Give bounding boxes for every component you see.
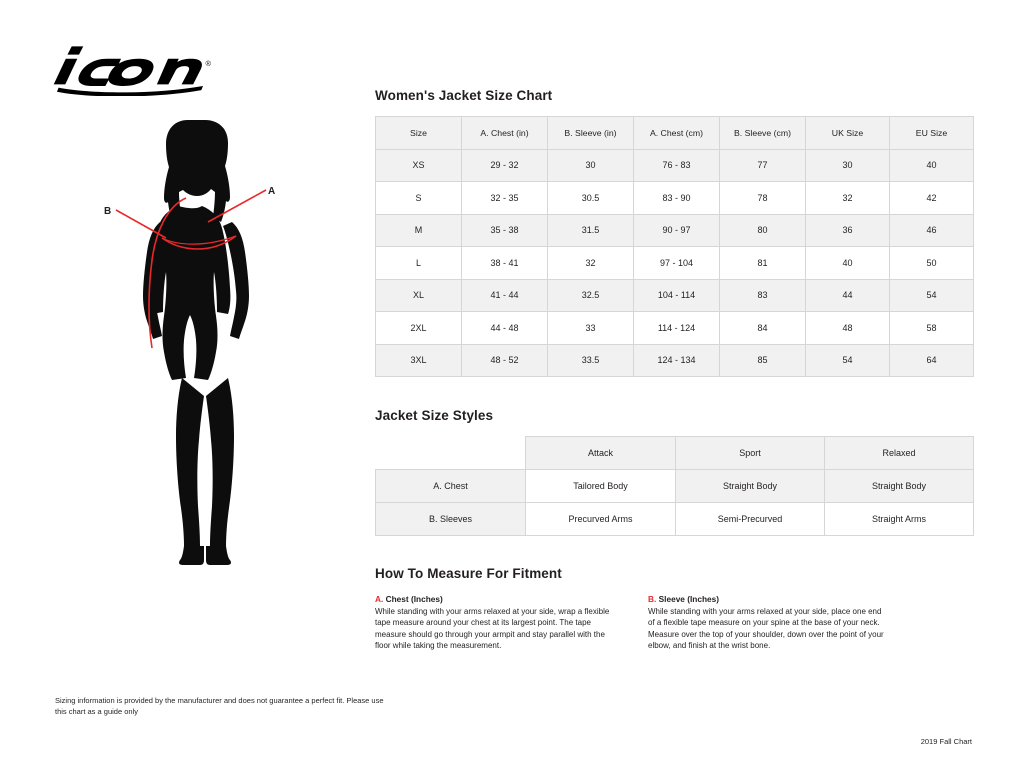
cell-sleeve-in: 30.5 — [548, 182, 634, 215]
chart-footnote: 2019 Fall Chart — [920, 737, 972, 746]
cell-sleeve-in: 33.5 — [548, 344, 634, 377]
styles-row-label: A. Chest — [376, 470, 526, 503]
cell-size: 2XL — [376, 312, 462, 345]
table-row — [376, 279, 974, 312]
table-row — [376, 247, 974, 280]
body-silhouette — [143, 120, 249, 565]
cell-chest-cm: 124 - 134 — [634, 344, 720, 377]
cell-chest-in: 38 - 41 — [462, 247, 548, 280]
measure-sleeve-heading — [648, 594, 890, 604]
col-header-uk-size: UK Size — [806, 117, 890, 150]
measure-sleeve-label: Sleeve (Inches) — [658, 594, 720, 604]
measure-letter-a: A. — [375, 594, 384, 604]
cell-chest-cm: 90 - 97 — [634, 214, 720, 247]
table-header-row — [376, 117, 974, 150]
cell-sleeve-cm: 78 — [720, 182, 806, 215]
styles-col-sport: Sport — [676, 437, 825, 470]
cell-eu: 64 — [890, 344, 974, 377]
cell-sleeve-in: 31.5 — [548, 214, 634, 247]
styles-cell: Straight Body — [676, 470, 825, 503]
cell-uk: 32 — [806, 182, 890, 215]
jacket-size-styles-section — [375, 408, 975, 536]
cell-uk: 36 — [806, 214, 890, 247]
jacket-size-styles-table — [375, 436, 974, 536]
cell-chest-in: 44 - 48 — [462, 312, 548, 345]
cell-size: XL — [376, 279, 462, 312]
cell-chest-cm: 114 - 124 — [634, 312, 720, 345]
col-header-chest-cm: A. Chest (cm) — [634, 117, 720, 150]
cell-sleeve-cm: 83 — [720, 279, 806, 312]
cell-sleeve-in: 33 — [548, 312, 634, 345]
measure-chest-body: While standing with your arms relaxed at your side, wrap a flexible tape measure around your chest at its largest point. The tape measure should go through your armpit and stay parallel with the floor while taking the measurement. — [375, 607, 610, 651]
col-header-chest-in: A. Chest (in) — [462, 117, 548, 150]
cell-uk: 30 — [806, 149, 890, 182]
cell-eu: 46 — [890, 214, 974, 247]
cell-chest-in: 35 - 38 — [462, 214, 548, 247]
cell-size: 3XL — [376, 344, 462, 377]
right-content-column — [375, 88, 975, 651]
col-header-eu-size: EU Size — [890, 117, 974, 150]
measure-chest-heading — [375, 594, 617, 604]
styles-corner-cell — [376, 437, 526, 470]
female-silhouette-diagram — [90, 110, 320, 570]
cell-chest-cm: 76 - 83 — [634, 149, 720, 182]
cell-sleeve-in: 32 — [548, 247, 634, 280]
cell-chest-in: 32 - 35 — [462, 182, 548, 215]
cell-sleeve-cm: 84 — [720, 312, 806, 345]
cell-size: M — [376, 214, 462, 247]
measure-sleeve-body: While standing with your arms relaxed at your side, place one end of a flexible tape measure on your spine at the base of your neck. Measure over the top of your shoulder, down over the point of your elbow, and finish at the wrist bone. — [648, 607, 884, 651]
cell-eu: 42 — [890, 182, 974, 215]
col-header-sleeve-in: B. Sleeve (in) — [548, 117, 634, 150]
measure-item-chest — [375, 594, 617, 651]
cell-sleeve-cm: 80 — [720, 214, 806, 247]
cell-size: L — [376, 247, 462, 280]
cell-uk: 54 — [806, 344, 890, 377]
styles-cell: Semi-Precurved — [676, 503, 825, 536]
cell-sleeve-in: 30 — [548, 149, 634, 182]
styles-row-chest — [376, 470, 974, 503]
measure-title: How To Measure For Fitment — [375, 566, 562, 581]
label-a: A — [268, 186, 276, 197]
styles-col-relaxed: Relaxed — [825, 437, 974, 470]
styles-title: Jacket Size Styles — [375, 408, 494, 423]
disclaimer-text: Sizing information is provided by the manufacturer and does not guarantee a perfect fit. Please use this chart as a guide only — [55, 696, 384, 716]
cell-sleeve-cm: 85 — [720, 344, 806, 377]
cell-chest-in: 41 - 44 — [462, 279, 548, 312]
cell-sleeve-in: 32.5 — [548, 279, 634, 312]
measure-letter-b: B. — [648, 594, 657, 604]
size-chart-title: Women's Jacket Size Chart — [375, 88, 553, 103]
cell-uk: 48 — [806, 312, 890, 345]
styles-header-row — [376, 437, 974, 470]
cell-sleeve-cm: 77 — [720, 149, 806, 182]
col-header-sleeve-cm: B. Sleeve (cm) — [720, 117, 806, 150]
cell-chest-in: 29 - 32 — [462, 149, 548, 182]
cell-chest-cm: 97 - 104 — [634, 247, 720, 280]
cell-eu: 58 — [890, 312, 974, 345]
measure-item-sleeve — [648, 594, 890, 651]
cell-chest-in: 48 - 52 — [462, 344, 548, 377]
cell-eu: 50 — [890, 247, 974, 280]
styles-row-label: B. Sleeves — [376, 503, 526, 536]
table-row — [376, 214, 974, 247]
styles-cell: Straight Body — [825, 470, 974, 503]
styles-row-sleeves — [376, 503, 974, 536]
styles-cell: Precurved Arms — [526, 503, 676, 536]
cell-sleeve-cm: 81 — [720, 247, 806, 280]
cell-eu: 40 — [890, 149, 974, 182]
styles-cell: Straight Arms — [825, 503, 974, 536]
table-row — [376, 344, 974, 377]
cell-chest-cm: 83 - 90 — [634, 182, 720, 215]
label-b: B — [104, 206, 112, 217]
registered-mark: ® — [205, 59, 211, 69]
womens-jacket-size-table — [375, 116, 974, 377]
col-header-size: Size — [376, 117, 462, 150]
cell-uk: 44 — [806, 279, 890, 312]
table-row — [376, 149, 974, 182]
how-to-measure-section — [375, 566, 975, 651]
icon-brand-logo — [52, 38, 217, 93]
cell-uk: 40 — [806, 247, 890, 280]
cell-size: XS — [376, 149, 462, 182]
cell-eu: 54 — [890, 279, 974, 312]
table-row — [376, 312, 974, 345]
table-row — [376, 182, 974, 215]
styles-cell: Tailored Body — [526, 470, 676, 503]
cell-size: S — [376, 182, 462, 215]
cell-chest-cm: 104 - 114 — [634, 279, 720, 312]
measure-chest-label: Chest (Inches) — [385, 594, 443, 604]
styles-col-attack: Attack — [526, 437, 676, 470]
